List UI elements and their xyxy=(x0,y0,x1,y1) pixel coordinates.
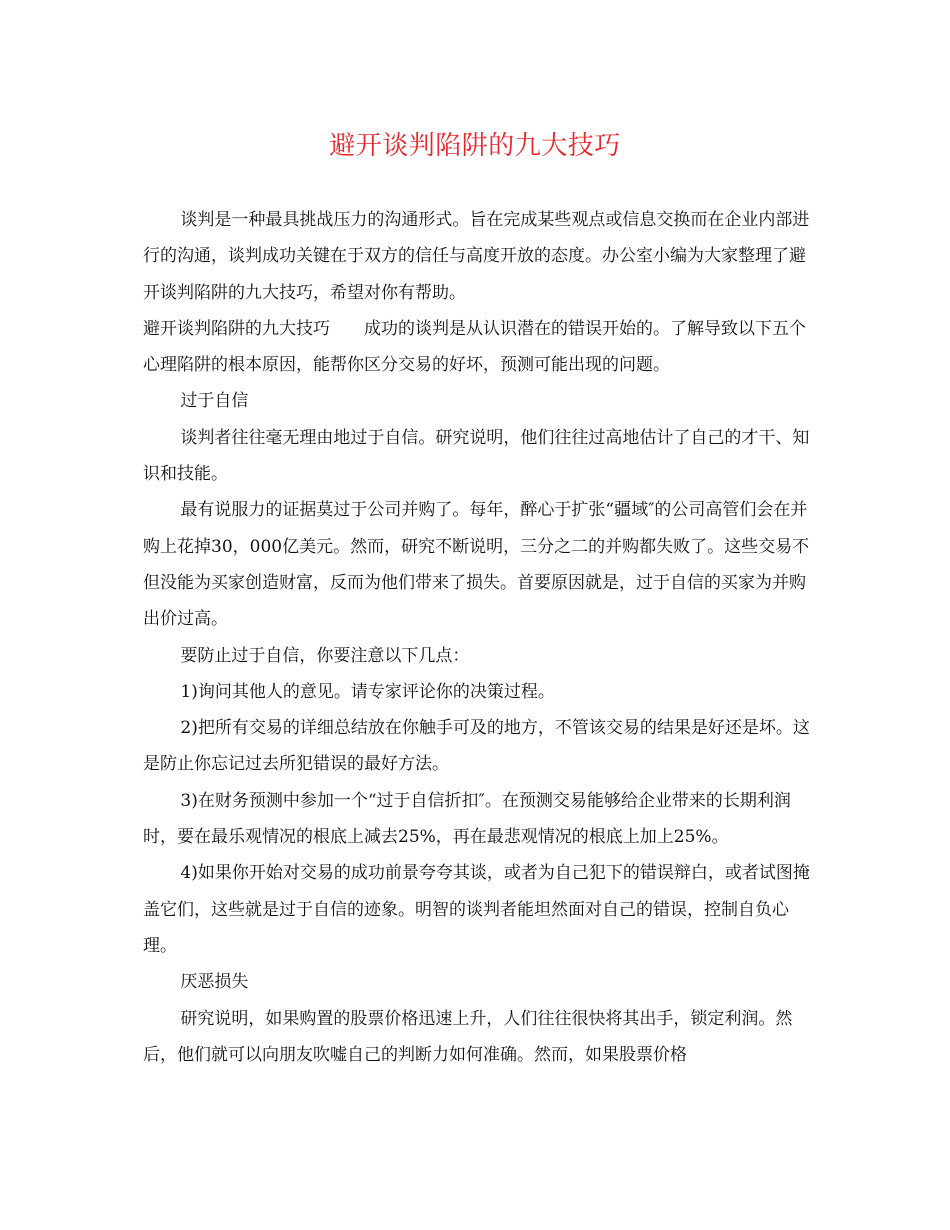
list-item-4: 4)如果你开始对交易的成功前景夸夸其谈，或者为自己犯下的错误辩白，或者试图掩盖它们，这些就是过于自信的迹象。明智的谈判者能坦然面对自己的错误，控制自负心理。 xyxy=(143,863,810,956)
body-paragraph: 要防止过于自信，你要注意以下几点： xyxy=(180,645,470,666)
section-heading-overconfidence: 过于自信 xyxy=(180,391,249,412)
overview-paragraph: 避开谈判陷阱的九大技巧 成功的谈判是从认识潜在的错误开始的。了解导致以下五个心理陷阱的根本原因，能帮你区分交易的好坏，预测可能出现的问题。 xyxy=(143,318,806,376)
body-paragraph: 研究说明，如果购置的股票价格迅速上升，人们往往很快将其出手，锁定利润。然后，他们就可以向朋友吹嘘自己的判断力如何准确。然而，如果股票价格 xyxy=(143,1008,793,1065)
list-item-1: 1)询问其他人的意见。请专家评论你的决策过程。 xyxy=(180,681,555,702)
list-item-2: 2)把所有交易的详细总结放在你触手可及的地方，不管该交易的结果是好还是坏。这是防止你忘记过去所犯错误的最好方法。 xyxy=(143,718,810,775)
intro-paragraph: 谈判是一种最具挑战压力的沟通形式。旨在完成某些观点或信息交换而在企业内部进行的沟通，谈判成功关键在于双方的信任与高度开放的态度。办公室小编为大家整理了避开谈判陷阱的九大技巧，希望对你有帮助。 xyxy=(143,210,810,303)
section-heading-loss-aversion: 厌恶损失 xyxy=(180,972,249,993)
document-title: 避开谈判陷阱的九大技巧 xyxy=(329,131,621,161)
document-body xyxy=(143,202,811,1073)
body-paragraph: 谈判者往往毫无理由地过于自信。研究说明，他们往往过高地估计了自己的才干、知识和技能。 xyxy=(143,427,810,485)
list-item-3: 3)在财务预测中参加一个“过于自信折扣″。在预测交易能够给企业带来的长期利润时，要在最乐观情况的根底上减去25%，再在最悲观情况的根底上加上25%。 xyxy=(143,790,791,848)
body-paragraph: 最有说服力的证据莫过于公司并购了。每年，醉心于扩张“疆域″的公司高管们会在并购上花掉30，000亿美元。然而，研究不断说明，三分之二的并购都失败了。这些交易不但没能为买家创造财富，反而为他们带来了损失。首要原因就是，过于自信的买家为并购出价过高。 xyxy=(143,500,810,630)
